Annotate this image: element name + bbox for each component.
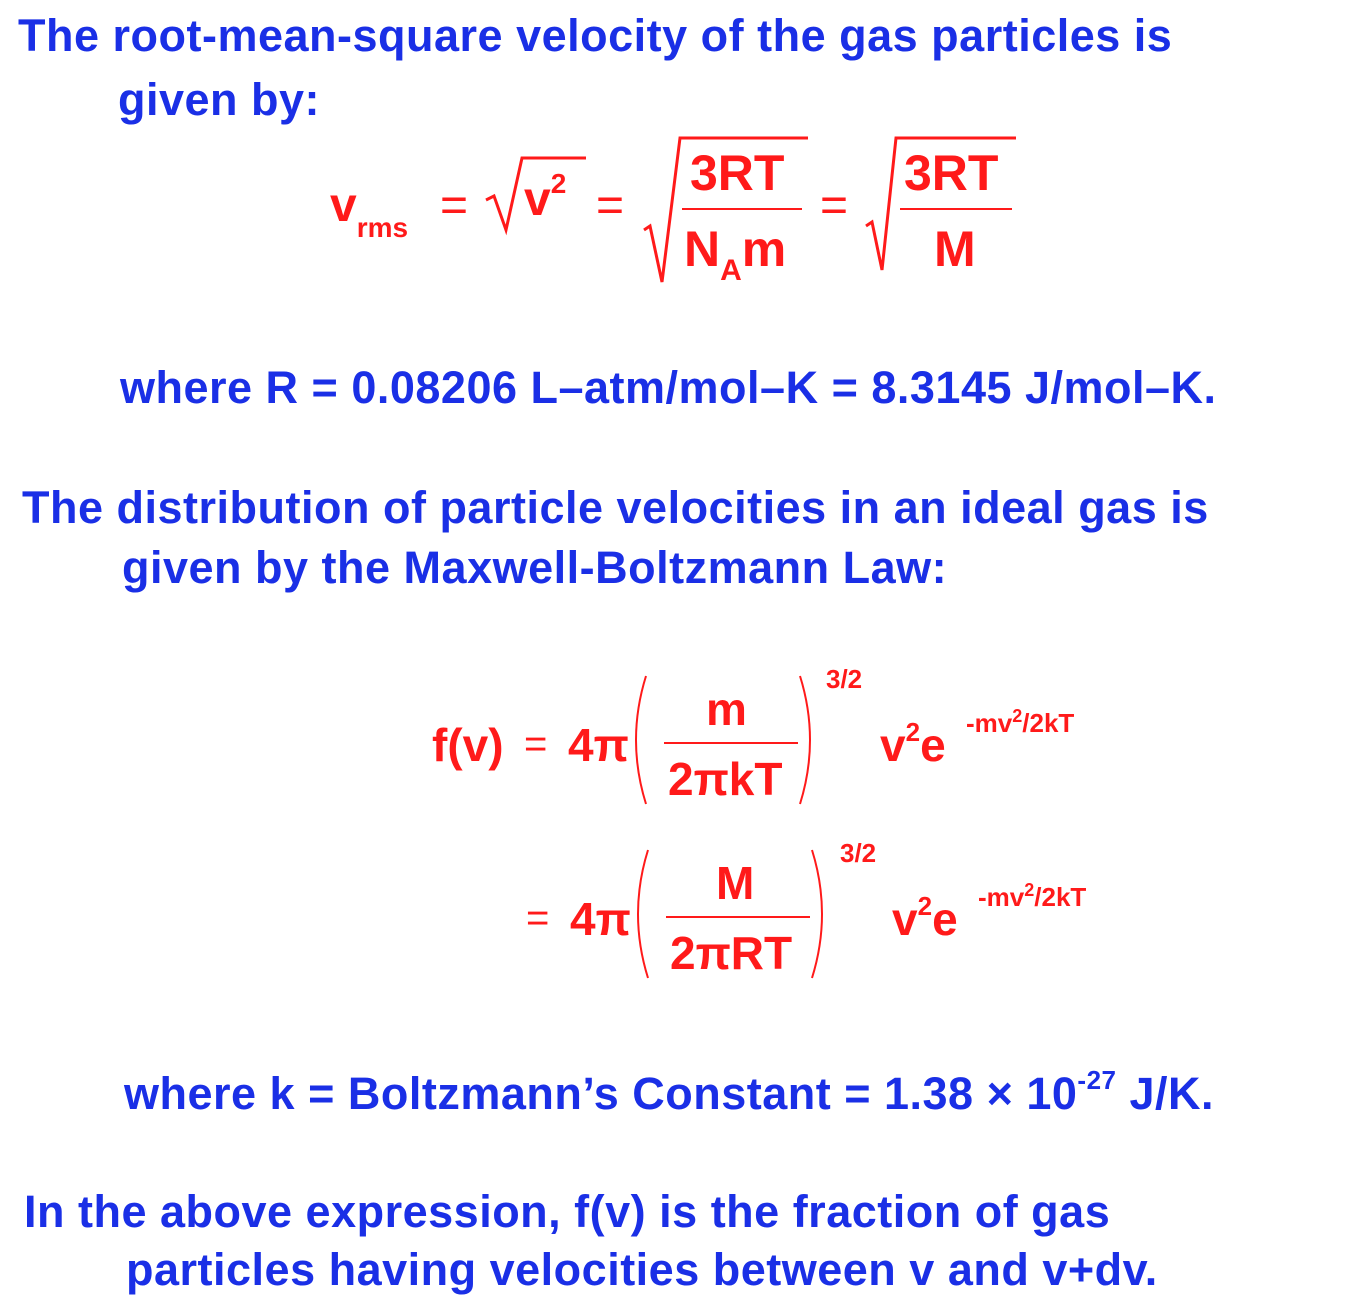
k-constant-exp: -27 [1077, 1065, 1117, 1095]
mb1-exp-sq: 2 [1012, 706, 1023, 726]
vrms-lhs-sub: rms [356, 212, 409, 243]
vrms-lhs-v: v [330, 179, 357, 232]
mb1-bar [664, 742, 798, 744]
sqrt-v-sup: 2 [550, 168, 567, 199]
mb2-v-sup: 2 [917, 891, 933, 921]
vrms-equals-3: = [820, 179, 849, 232]
mb2-exponent: 3/2 [840, 838, 877, 868]
conclusion-line-1: In the above expression, f(v) is the fraction of gas [24, 1186, 1111, 1237]
mb2-v: v [892, 893, 918, 945]
frac1-den-sub: A [720, 254, 742, 287]
mb2-exp-prefix: -mv [978, 882, 1025, 912]
vrms-equals-2: = [596, 179, 625, 232]
frac2-numerator: 3RT [904, 145, 999, 201]
frac1-numerator: 3RT [690, 145, 785, 201]
sqrt-v: v [524, 173, 551, 226]
sqrt-v2-content [524, 168, 567, 227]
frac2-denominator: M [934, 221, 976, 277]
distribution-line-2: given by the Maxwell-Boltzmann Law: [122, 542, 948, 593]
mb2-equals: = [526, 896, 550, 940]
mb2-denominator: 2πRT [670, 927, 793, 979]
k-constant-suffix: J/K. [1116, 1068, 1215, 1119]
mb2-exp-sq: 2 [1024, 880, 1035, 900]
k-constant-text [124, 1064, 1214, 1130]
mb2-e: e [932, 893, 958, 945]
mb1-e: e [920, 719, 946, 771]
mb2-bar [666, 916, 810, 918]
vrms-equals-1: = [440, 179, 469, 232]
frac2-bar [900, 208, 1012, 210]
mb1-denominator: 2πkT [668, 753, 783, 805]
intro-line-1: The root-mean-square velocity of the gas particles is [18, 10, 1173, 61]
mb1-coef: 4π [568, 719, 629, 771]
frac1-denominator [684, 220, 787, 287]
mb1-equals: = [524, 722, 548, 766]
mb1-numerator: m [706, 683, 747, 735]
mb1-e-exponent [966, 708, 1074, 739]
mb1-v: v [880, 719, 906, 771]
frac1-den-m: m [741, 221, 787, 277]
mb2-numerator: M [716, 857, 755, 909]
mb2-exp-suffix: /2kT [1034, 882, 1087, 912]
mb1-exponent: 3/2 [826, 664, 863, 694]
distribution-line-1: The distribution of particle velocities in an ideal gas is [22, 482, 1209, 533]
mb1-v-sup: 2 [905, 717, 921, 747]
mb2-coef: 4π [570, 893, 631, 945]
vrms-lhs [330, 178, 409, 243]
frac1-den-n: N [684, 221, 721, 277]
mb1-v-term [880, 718, 946, 772]
frac1-bar [682, 208, 802, 210]
r-constant-text: where R = 0.08206 L–atm/mol–K = 8.3145 J/mol–K. [120, 362, 1217, 413]
mb1-lhs: f(v) [432, 719, 504, 771]
mb2-e-exponent [978, 882, 1086, 913]
mb2-v-term [892, 892, 958, 946]
conclusion-line-2: particles having velocities between v and v+dv. [126, 1244, 1158, 1295]
k-constant-prefix: where k = Boltzmann’s Constant = 1.38 × 10 [124, 1068, 1078, 1119]
mb1-exp-prefix: -mv [966, 708, 1013, 738]
mb1-exp-suffix: /2kT [1022, 708, 1075, 738]
intro-line-2: given by: [118, 74, 321, 125]
